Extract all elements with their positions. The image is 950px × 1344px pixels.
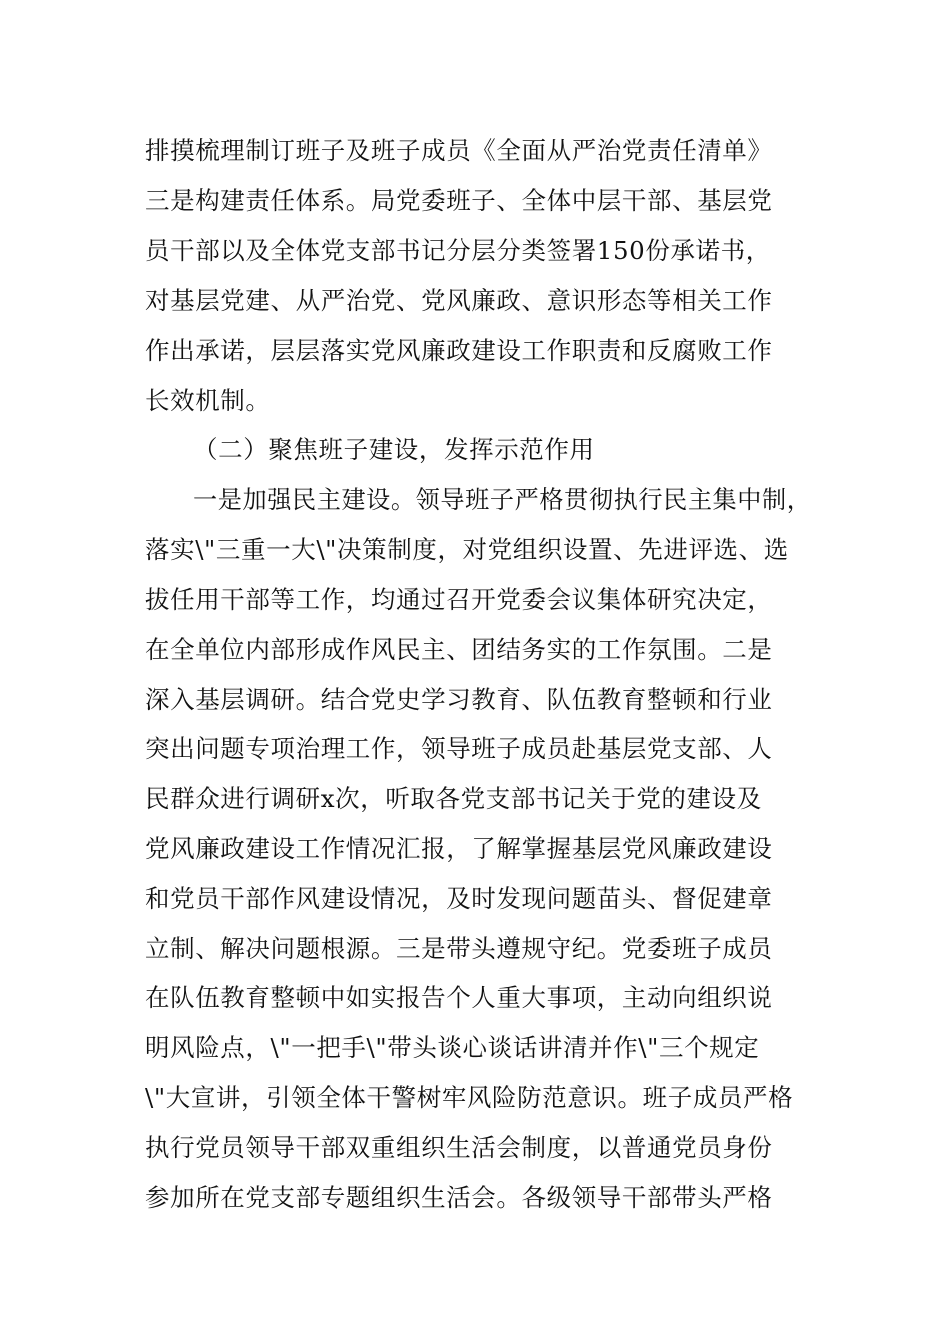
body-text-line: 民群众进行调研x次，听取各党支部书记关于党的建设及 bbox=[145, 784, 762, 813]
body-text-line: 三是构建责任体系。局党委班子、全体中层干部、基层党 bbox=[145, 186, 773, 215]
body-text-line: 长效机制。 bbox=[145, 386, 271, 415]
body-text-line: \"大宣讲，引领全体干警树牢风险防范意识。班子成员严格 bbox=[145, 1083, 794, 1112]
body-text-line: 在队伍教育整顿中如实报告个人重大事项，主动向组织说 bbox=[145, 983, 773, 1012]
body-text-line: 对基层党建、从严治党、党风廉政、意识形态等相关工作 bbox=[145, 286, 773, 315]
body-text-line: 深入基层调研。结合党史学习教育、队伍教育整顿和行业 bbox=[145, 685, 773, 714]
body-text-line: 党风廉政建设工作情况汇报，了解掌握基层党风廉政建设 bbox=[145, 834, 773, 863]
body-text-line: 一是加强民主建设。领导班子严格贯彻执行民主集中制， bbox=[193, 485, 812, 514]
body-text-line: 员干部以及全体党支部书记分层分类签署150份承诺书， bbox=[145, 236, 771, 265]
body-text-line: 参加所在党支部专题组织生活会。各级领导干部带头严格 bbox=[145, 1183, 773, 1212]
body-text-line: 立制、解决问题根源。三是带头遵规守纪。党委班子成员 bbox=[145, 934, 773, 963]
body-text-line: 突出问题专项治理工作，领导班子成员赴基层党支部、人 bbox=[145, 734, 773, 763]
body-text-line: 明风险点，\"一把手\"带头谈心谈话讲清并作\"三个规定 bbox=[145, 1033, 760, 1062]
body-text-line: 和党员干部作风建设情况，及时发现问题苗头、督促建章 bbox=[145, 884, 773, 913]
body-text-line: 在全单位内部形成作风民主、团结务实的工作氛围。二是 bbox=[145, 635, 773, 664]
body-text-line: 拔任用干部等工作，均通过召开党委会议集体研究决定， bbox=[145, 585, 773, 614]
body-text-line: 排摸梳理制订班子及班子成员《全面从严治党责任清单》 bbox=[145, 136, 773, 165]
body-text-line: 落实\"三重一大\"决策制度，对党组织设置、先进评选、选 bbox=[145, 535, 789, 564]
body-text-line: 作出承诺，层层落实党风廉政建设工作职责和反腐败工作 bbox=[145, 336, 773, 365]
body-text-line: 执行党员领导干部双重组织生活会制度，以普通党员身份 bbox=[145, 1133, 773, 1162]
section-heading: （二）聚焦班子建设，发挥示范作用 bbox=[193, 435, 595, 464]
